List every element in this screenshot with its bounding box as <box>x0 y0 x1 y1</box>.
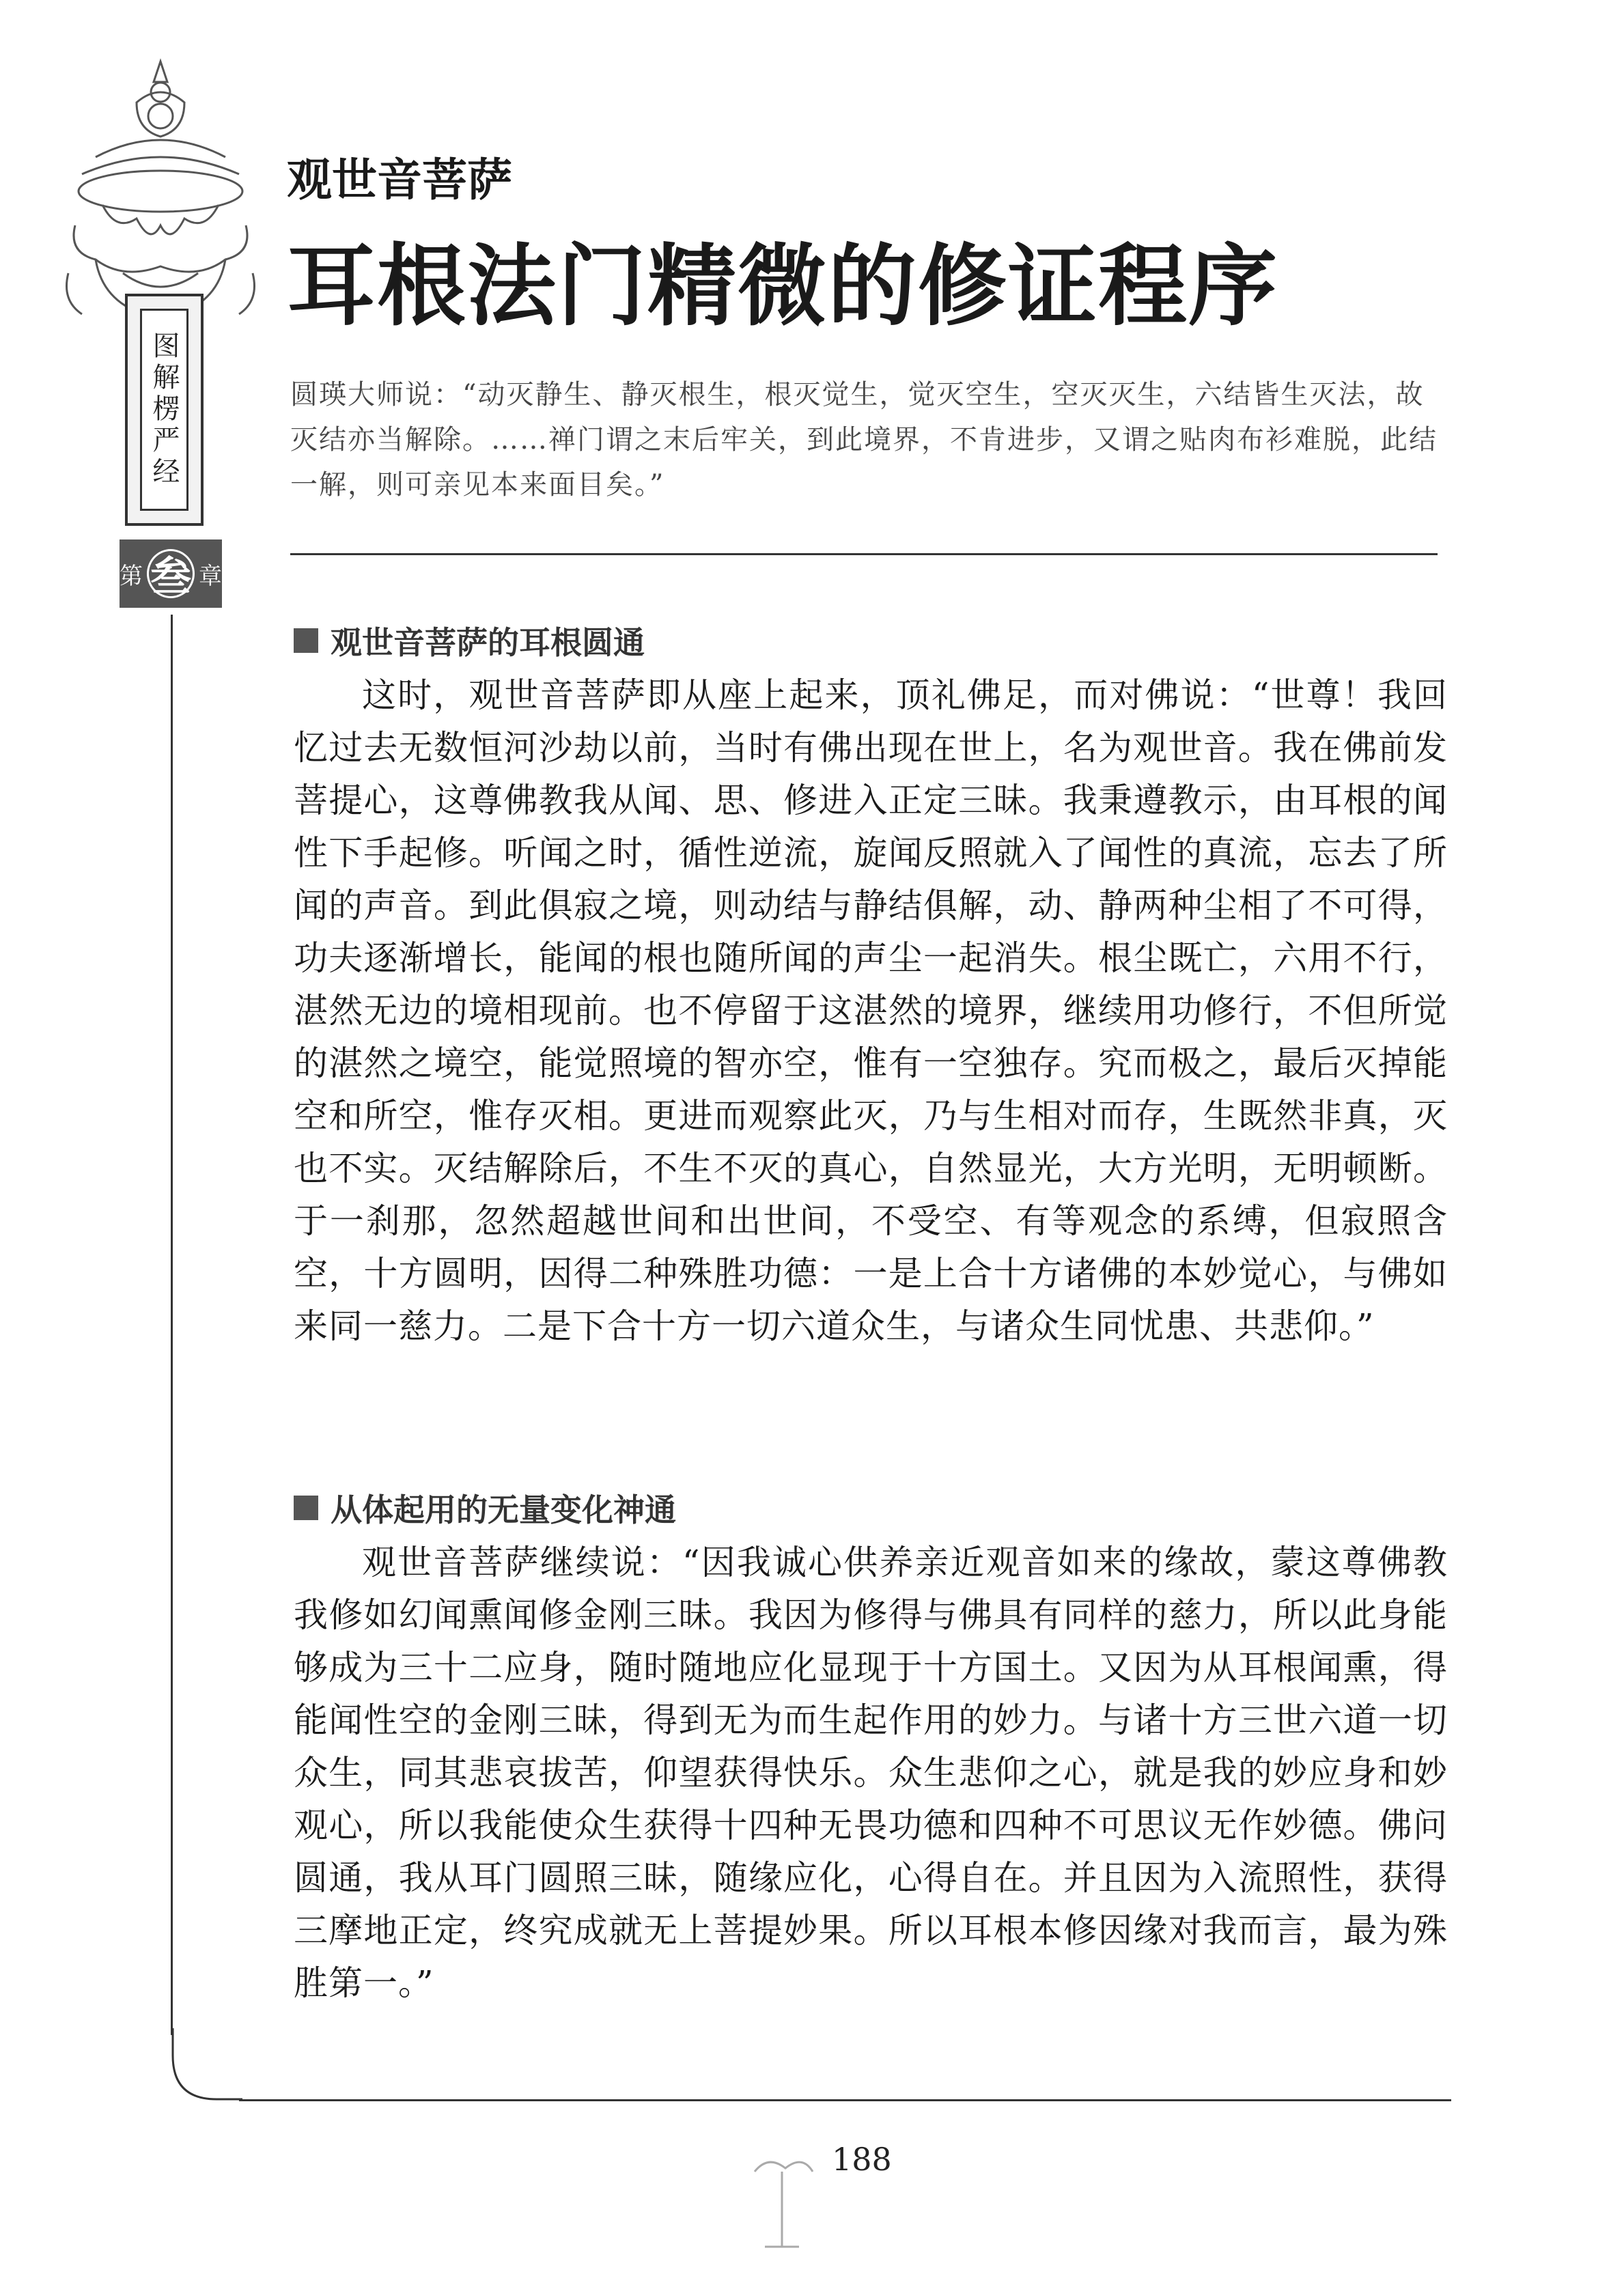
book-label: 图解楞严经 <box>148 331 180 488</box>
book-label-tab <box>125 294 204 526</box>
section-heading-text: 观世音菩萨的耳根圆通 <box>331 624 645 661</box>
square-bullet-icon <box>294 1496 318 1520</box>
section-heading <box>294 1485 676 1530</box>
page-subtitle: 观世音菩萨 <box>287 154 512 206</box>
chapter-suffix: 章 <box>199 562 222 590</box>
intro-divider <box>290 553 1438 555</box>
chapter-badge <box>120 539 222 608</box>
corner-curve <box>167 2028 249 2103</box>
page-number: 188 <box>832 2141 892 2178</box>
chapter-number: 叁 <box>147 549 195 598</box>
intro-quote: 圆瑛大师说：“动灭静生、静灭根生，根灭觉生，觉灭空生，空灭灭生，六结皆生灭法，故灭结亦当解除。……禅门谓之末后牢关，到此境界，不肯进步，又谓之贴肉布衫难脱，此结一解，则可亲见本来面目矣。” <box>290 379 1438 501</box>
square-bullet-icon <box>294 628 318 653</box>
page-title: 耳根法门精微的修证程序 <box>287 234 1279 338</box>
section-body: 观世音菩萨继续说：“因我诚心供养亲近观音如来的缘故，蒙这尊佛教我修如幻闻熏闻修金刚三昧。我因为修得与佛具有同样的慈力，所以此身能够成为三十二应身，随时随地应化显现于十方国土。又因为从耳根闻熏，得能闻性空的金刚三昧，得到无为而生起作用的妙力。与诸十方三世六道一切众生，同其悲哀拔苦，仰望获得快乐。众生悲仰之心，就是我的妙应身和妙观心，所以我能使众生获得十四种无畏功德和四种不可思议无作妙德。佛问圆通，我从耳门圆照三昧，随缘应化，心得自在。并且因为入流照性，获得三摩地正定，终究成就无上菩提妙果。所以耳根本修因缘对我而言，最为殊胜第一。” <box>294 1543 1448 2003</box>
section-heading <box>294 618 645 663</box>
bottom-rule <box>239 2099 1451 2101</box>
footer-ornament-icon <box>744 2151 820 2254</box>
chapter-prefix: 第 <box>120 562 143 590</box>
section-body: 这时，观世音菩萨即从座上起来，顶礼佛足，而对佛说：“世尊！我回忆过去无数恒河沙劫以前，当时有佛出现在世上，名为观世音。我在佛前发菩提心，这尊佛教我从闻、思、修进入正定三昧。我秉遵教示，由耳根的闻性下手起修。听闻之时，循性逆流，旋闻反照就入了闻性的真流，忘去了所闻的声音。到此俱寂之境，则动结与静结俱解，动、静两种尘相了不可得，功夫逐渐增长，能闻的根也随所闻的声尘一起消失。根尘既亡，六用不行，湛然无边的境相现前。也不停留于这湛然的境界，继续用功修行，不但所觉的湛然之境空，能觉照境的智亦空，惟有一空独存。究而极之，最后灭掉能空和所空，惟存灭相。更进而观察此灭，乃与生相对而存，生既然非真，灭也不实。灭结解除后，不生不灭的真心，自然显光，大方光明，无明顿断。于一刹那，忽然超越世间和出世间，不受空、有等观念的系缚，但寂照含空，十方圆明，因得二种殊胜功德：一是上合十方诸佛的本妙觉心，与佛如来同一慈力。二是下合十方一切六道众生，与诸众生同忧患、共悲仰。” <box>294 675 1448 1346</box>
section-heading-text: 从体起用的无量变化神通 <box>331 1491 676 1528</box>
left-margin-rule <box>171 615 173 2035</box>
